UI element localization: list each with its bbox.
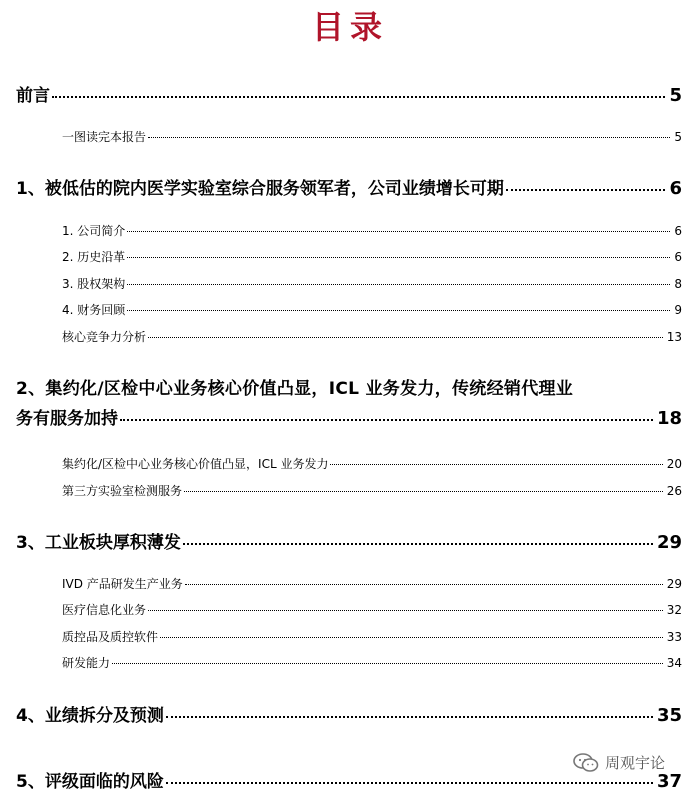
watermark-text: 周观宇论: [605, 754, 666, 772]
toc-entry-page: 37: [656, 771, 682, 792]
toc-title: 目录: [311, 8, 388, 46]
dot-leader: [160, 637, 663, 638]
toc-entry-label: 4. 财务回顾: [62, 303, 126, 317]
toc-entry-ch1-sub2[interactable]: [62, 248, 682, 265]
dot-leader: [127, 284, 670, 285]
toc-entry-ch3-sub3[interactable]: [62, 628, 682, 645]
dot-leader: [52, 96, 665, 98]
dot-leader: [148, 137, 670, 138]
toc-entry-label-line1: 2、集约化/区检中心业务核心价值凸显，ICL 业务发力，传统经销代理业: [16, 379, 574, 399]
toc-entry-page: 35: [656, 705, 682, 726]
toc-entry-ch1-sub5[interactable]: [62, 328, 682, 345]
toc-entry-label-line2: 务有服务加持: [16, 409, 118, 429]
dot-leader: [127, 231, 670, 232]
toc-entry-page: 5: [674, 130, 682, 144]
toc-entry-page: 26: [666, 484, 682, 498]
toc-entry-label: 3、工业板块厚积薄发: [16, 533, 181, 553]
dot-leader: [166, 782, 653, 784]
dot-leader: [148, 337, 663, 338]
watermark: [573, 752, 665, 773]
dot-leader: [185, 584, 663, 585]
toc-entry-ch1[interactable]: [16, 174, 682, 199]
toc-entry-page: 33: [666, 630, 682, 644]
toc-entry-ch3-sub1[interactable]: [62, 575, 682, 592]
toc-entry-ch4[interactable]: [16, 701, 682, 726]
toc-entry-label: 2. 历史沿革: [62, 250, 126, 264]
dot-leader: [166, 716, 653, 718]
toc-entry-ch3[interactable]: [16, 528, 682, 553]
toc-entry-label: 医疗信息化业务: [62, 603, 147, 617]
toc-entry-page: 6: [669, 178, 682, 199]
toc-entry-page: 32: [666, 603, 682, 617]
wechat-icon: [573, 753, 599, 773]
toc-entry-label: 集约化/区检中心业务核心价值凸显，ICL 业务发力: [62, 457, 329, 471]
toc-entry-label: 4、业绩拆分及预测: [16, 706, 164, 726]
toc-entry-ch2-sub1[interactable]: [62, 455, 682, 472]
toc-entry-preface-sub1[interactable]: [62, 128, 682, 145]
toc-entry-label: 研发能力: [62, 656, 111, 670]
toc-entry-ch1-sub4[interactable]: [62, 301, 682, 318]
toc-entry-label: 1. 公司简介: [62, 224, 126, 238]
toc-entry-label: 第三方实验室检测服务: [62, 484, 183, 498]
toc-entry-page: 29: [656, 532, 682, 553]
dot-leader: [183, 543, 653, 545]
toc-entry-page: 6: [674, 224, 682, 238]
toc-entry-label: 3. 股权架构: [62, 277, 126, 291]
dot-leader: [120, 419, 653, 421]
toc-entry-ch2[interactable]: [16, 374, 682, 429]
toc-entry-page: 34: [666, 656, 682, 670]
toc-entry-page: 6: [674, 250, 682, 264]
toc-entry-page: 20: [666, 457, 682, 471]
dot-leader: [506, 189, 666, 191]
toc-entry-page: 29: [666, 577, 682, 591]
toc-entry-ch3-sub4[interactable]: [62, 654, 682, 671]
toc-entry-ch3-sub2[interactable]: [62, 601, 682, 618]
toc-entry-ch1-sub3[interactable]: [62, 275, 682, 292]
toc-entry-label: 前言: [16, 86, 50, 106]
toc-entry-label: 5、评级面临的风险: [16, 772, 164, 792]
toc-entry-page: 9: [674, 303, 682, 317]
toc-entry-label: IVD 产品研发生产业务: [62, 577, 183, 591]
toc-entry-page: 13: [666, 330, 682, 344]
toc-entry-ch2-sub2[interactable]: [62, 482, 682, 499]
dot-leader: [330, 464, 662, 465]
dot-leader: [184, 491, 663, 492]
toc-entry-ch1-sub1[interactable]: [62, 222, 682, 239]
toc-entry-page: 8: [674, 277, 682, 291]
toc-entry-label: 一图读完本报告: [62, 130, 147, 144]
toc-entry-label: 1、被低估的院内医学实验室综合服务领军者，公司业绩增长可期: [16, 179, 504, 199]
toc-entry-preface[interactable]: [16, 81, 682, 106]
toc-entry-label: 核心竞争力分析: [62, 330, 147, 344]
toc-entry-page: 5: [669, 85, 682, 106]
toc-entry-label: 质控品及质控软件: [62, 630, 159, 644]
dot-leader: [112, 663, 663, 664]
toc-entry-page: 18: [656, 408, 682, 429]
dot-leader: [127, 257, 670, 258]
dot-leader: [127, 310, 670, 311]
dot-leader: [148, 610, 663, 611]
